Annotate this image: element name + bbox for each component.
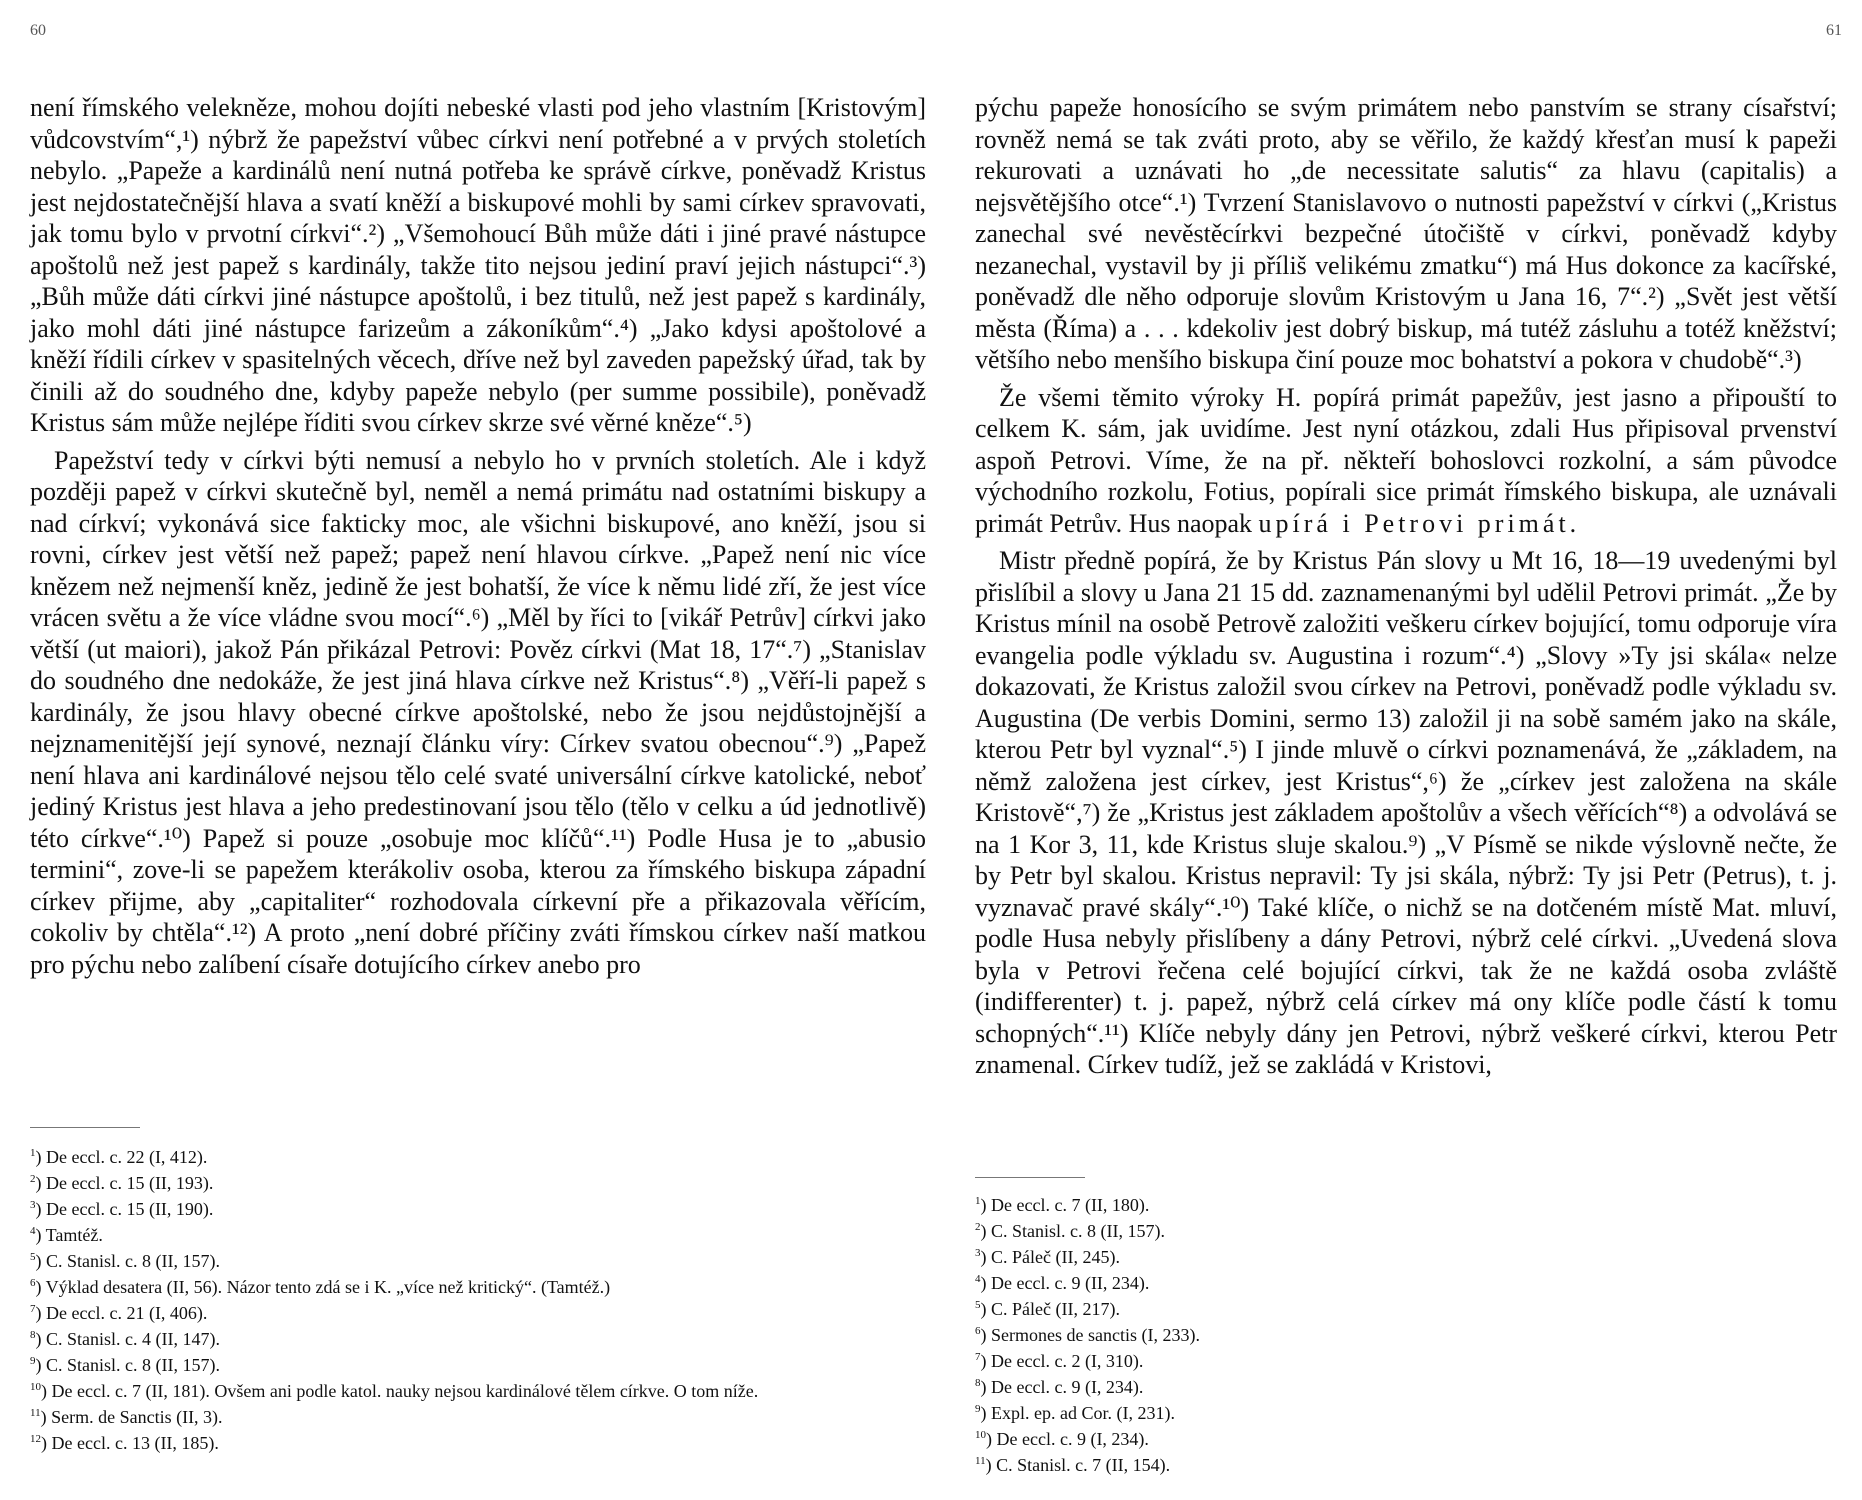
right-page — [931, 0, 1862, 1500]
paragraph-text: Že všemi těmito výroky H. popírá primát papežův, jest jasno a připouští to celkem K. sám, jak uvidíme. Jest nyní otázkou, zdali Hus připisoval prvenství aspoň Petrovi. Víme, že na př. někteří bohoslovci rozkolní, a sám původce východního rozkolu, Fotius, popírali sice primát římského biskupa, ale uznávali primát Petrův. Hus naopak — [975, 382, 1837, 538]
footnotes — [975, 1190, 1837, 1476]
footnotes — [30, 1142, 926, 1454]
footnote: $^4$) Tamtéž. — [30, 1225, 103, 1245]
paragraph: pýchu papeže honosícího se svým primátem nebo panstvím se strany císařství; rovněž nemá se tak zváti proto, aby se věřilo, že každý křesťan musí k papeži rekurovati a uznávati ho „de necessitate salutis“ za hlavu (capitalis) a nejsvětějšího otce“.¹) Tvrzení Stanislavovo o nutnosti papežství v církvi („Kristus zanechal své nevěstěcírkvi bezpečné útočiště v církvi, poněvadž kdyby nezanechal, vystavil by ji příliš velikému zmatku“) má Hus dokonce za kacířské, poněvadž dle něho odporuje slovům Kristovým u Jana 16, 7“.²) „Svět jest větší města (Říma) a . . . kdekoliv jest dobrý biskup, má tutéž zásluhu a totéž kněžství; většího nebo menšího biskupa činí pouze moc bohatství a pokora v chudobě“.³) — [975, 93, 1837, 374]
footnote: $^9$) C. Stanisl. c. 8 (II, 157). — [30, 1355, 220, 1375]
footnote: $^{10}$) De eccl. c. 9 (I, 234). — [975, 1429, 1149, 1449]
footnote: $^7$) De eccl. c. 2 (I, 310). — [975, 1351, 1144, 1371]
footnote: $^{10}$) De eccl. c. 7 (II, 181). Ovšem ani podle katol. nauky nejsou kardinálové tělem církve. O tom níže. — [30, 1381, 759, 1401]
footnote: $^5$) C. Páleč (II, 217). — [975, 1299, 1120, 1319]
footnote: $^9$) Expl. ep. ad Cor. (I, 231). — [975, 1403, 1175, 1423]
footnote: $^8$) C. Stanisl. c. 4 (II, 147). — [30, 1329, 220, 1349]
footnote: $^4$) De eccl. c. 9 (II, 234). — [975, 1273, 1150, 1293]
paragraph: Mistr předně popírá, že by Kristus Pán slovy u Mt 16, 18—19 uvedenými byl přislíbil a slovy u Jana 21 15 dd. zaznamenanými byl udělil Petrovi primát. „Že by Kristus mínil na osobě Petrově založiti veškeru církev bojující, tomu odporuje víra evangelia podle výkladu sv. Augustina i rozum“.⁴) „Slovy »Ty jsi skála« nelze dokazovati, že Kristus založil svou církev na Petrovi, poněvadž podle výkladu sv. Augustina (De verbis Domini, sermo 13) založil ji na sobě samém jako na skále, kterou Petr byl vyznal“.⁵) I jinde mluvě o církvi poznamenává, že „základem, na němž založena jest církev, jest Kristus“,⁶) že „církev jest založena na skále Kristově“,⁷) že „Kristus jest základem apoštolův a všech věřících“⁸) a odvolává se na 1 Kor 3, 11, kde Kristus sluje skalou.⁹) „V Písmě se nikde výslovně nečte, že by Petr byl skalou. Kristus nepravil: Ty jsi skála, nýbrž: Ty jsi Petr (Petrus), t. j. vyznavač pravé skály“.¹⁰) Také klíče, o nichž se na dotčeném místě Mat. mluví, podle Husa nebyly přislíbeny a dány Petrovi, nýbrž celé církvi. „Uvedená slova byla v Petrovi řečena celé bojující církvi, tak že ne každá osoba zvláště (indifferenter) t. j. papež, nýbrž celá církev má ony klíče podle částí k tomu schopných“.¹¹) Klíče nebyly dány jen Petrovi, nýbrž veškeré církvi, kterou Petr znamenal. Církev tudíž, jež se zakládá v Kristovi, — [975, 546, 1837, 1079]
footnote: $^2$) De eccl. c. 15 (II, 193). — [30, 1173, 214, 1193]
footnote: $^7$) De eccl. c. 21 (I, 406). — [30, 1303, 208, 1323]
footnote: $^2$) C. Stanisl. c. 8 (II, 157). — [975, 1221, 1165, 1241]
main-text — [30, 92, 926, 986]
footnote: $^{11}$) C. Stanisl. c. 7 (II, 154). — [975, 1455, 1171, 1475]
paragraph — [975, 382, 1837, 540]
footnote: $^1$) De eccl. c. 7 (II, 180). — [975, 1195, 1150, 1215]
footnote-divider — [975, 1177, 1085, 1178]
footnote: $^5$) C. Stanisl. c. 8 (II, 157). — [30, 1251, 220, 1271]
footnote: $^1$) De eccl. c. 22 (I, 412). — [30, 1147, 208, 1167]
footnote: $^{12}$) De eccl. c. 13 (II, 185). — [30, 1433, 219, 1453]
page-number: 60 — [30, 22, 46, 39]
paragraph: není římského velekněze, mohou dojíti nebeské vlasti pod jeho vlastním [Kristovým] vůdcovstvím“,¹) nýbrž že papežství vůbec církvi není potřebné a v prvých stoletích nebylo. „Papeže a kardinálů není nutná potřeba ke správě církve, poněvadž Kristus jest nejdostatečnější hlava a svatí kněží a biskupové mohli by sami církev spravovati, jak tomu bylo v prvotní církvi“.²) „Všemohoucí Bůh může dáti i jiné pravé nástupce apoštolů než jest papež s kardinály, takže tito nejsou jediní praví jejich nástupci“.³) „Bůh může dáti církvi jiné nástupce apoštolů, i bez titulů, než jest papež s kardinály, jako mohl dáti jiné nástupce farizeům a zákoníkům“.⁴) „Jako kdysi apoštolové a kněží řídili církev v spasitelných věcech, dříve než byl zaveden papežský úřad, tak by činili až do soudného dne, kdyby papeže nebylo (per summe possibile), poněvadž Kristus sám může nejlépe říditi svou církev skrze své věrné kněze“.⁵) — [30, 93, 926, 437]
footnote: $^3$) De eccl. c. 15 (II, 190). — [30, 1199, 214, 1219]
footnote-divider — [30, 1127, 140, 1128]
footnote: $^6$) Výklad desatera (II, 56). Názor tento zdá se i K. „více než kritický“. (Tamtéž.) — [30, 1277, 611, 1297]
footnote: $^8$) De eccl. c. 9 (I, 234). — [975, 1377, 1144, 1397]
footnote: $^{11}$) Serm. de Sanctis (II, 3). — [30, 1407, 223, 1427]
page-number: 61 — [1826, 22, 1842, 39]
footnote: $^3$) C. Páleč (II, 245). — [975, 1247, 1120, 1267]
paragraph: Papežství tedy v církvi býti nemusí a nebylo ho v prvních stoletích. Ale i když později papež v církvi skutečně byl, neměl a nemá primátu nad ostatními biskupy a nad církví; vykonává sice fakticky moc, ale všichni biskupové, ano kněží, jsou si rovni, církev jest větší než papež; papež není hlavou církve. „Papež není nic více knězem než nejmenší kněz, jedině že jest bohatší, že více k němu lidé zří, že jest více vrácen světu a že více vládne svou mocí“.⁶) „Měl by říci to [vikář Petrův] církvi jako větší (ut maiori), jakož Pán přikázal Petrovi: Pověz církvi (Mat 18, 17“.⁷) „Stanislav do soudného dne nedokáže, že jest jiná hlava církve než Kristus“.⁸) „Věří-li papež s kardinály, že jsou hlavy obecné církve apoštolské, nebo že jsou nejdůstojnější a nejznamenitější její synové, neznají článku víry: Církev svatou obecnou“.⁹) „Papež není hlava ani kardinálové nejsou tělo celé svaté universální církve katolické, neboť jediný Kristus jest hlava a jeho predestinovaní jsou tělo (tělo v celku a úd jednotlivě) této církve“.¹⁰) Papež si pouze „osobuje moc klíčů“.¹¹) Podle Husa je to „abusio termini“, zove-li se papežem kterákoliv osoba, kterou za římského biskupa západní církev přijme, aby „capitaliter“ rozhodovala církevní pře a přikazovala věřícím, cokoliv by chtěla“.¹²) A proto „není dobré příčiny zváti římskou církev naší matkou pro pýchu nebo zalíbení císaře dotujícího církev anebo pro — [30, 445, 926, 979]
main-text — [975, 92, 1837, 1087]
spaced-emphasis: upírá i Petrovi primát. — [1258, 508, 1581, 538]
footnote: $^6$) Sermones de sanctis (I, 233). — [975, 1325, 1200, 1345]
